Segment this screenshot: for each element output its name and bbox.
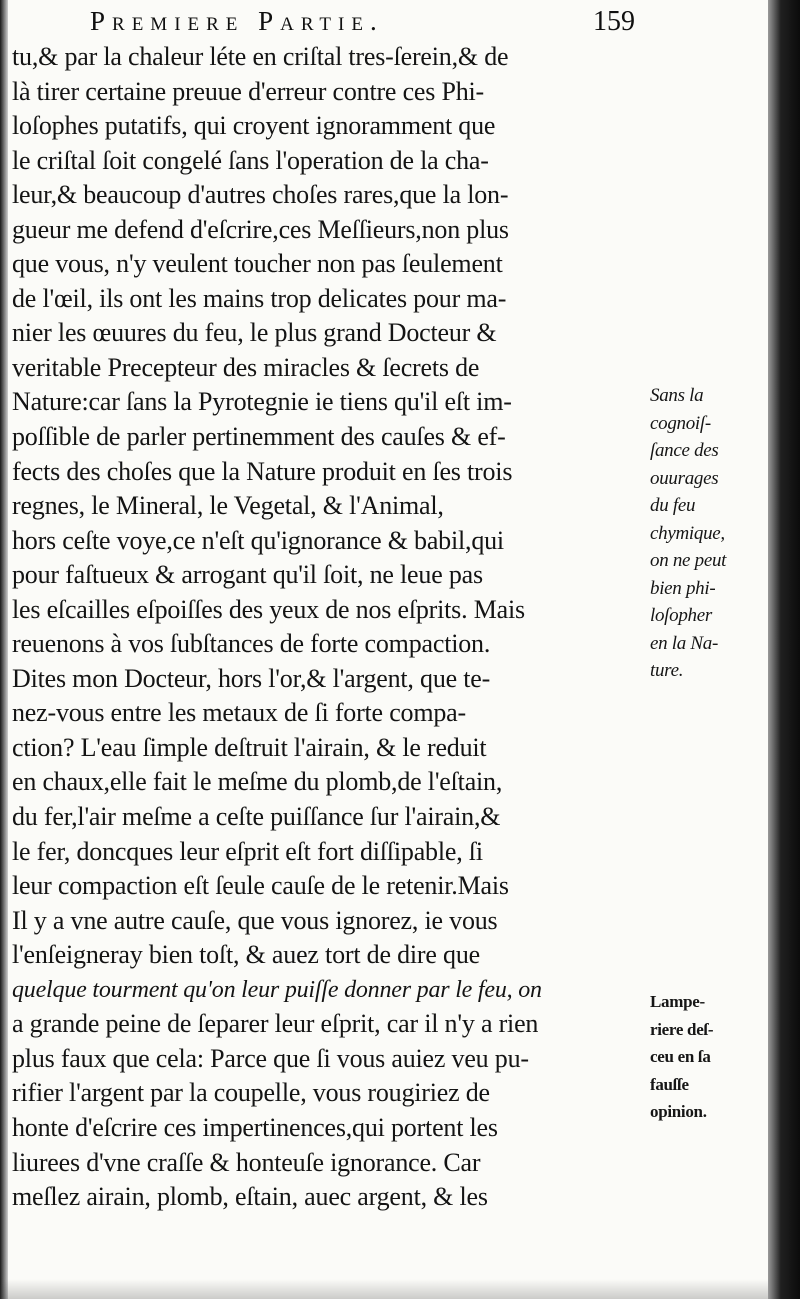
page-bottom-shadow [0,1279,770,1299]
text-line: hors ceſte voye,ce n'eſt qu'ignorance & babil,qui [12,525,504,555]
text-line: nez-vous entre les metaux de ſi forte compa- [12,698,466,728]
text-line: honte d'eſcrire ces impertinences,qui portent les [12,1112,498,1142]
text-line: Il y a vne autre cauſe, que vous ignorez, ie vous [12,905,498,935]
margin-note-line: du feu [650,495,696,516]
page-edge-shadow [768,0,800,1299]
text-line: en chaux,elle fait le meſme du plomb,de l'eſtain, [12,767,503,797]
margin-note-line: fauſſe [650,1074,689,1094]
text-line: meſlez airain, plomb, eſtain, auec argent, & les [12,1182,488,1212]
margin-note-lamperiere [650,988,762,1126]
margin-note-line: loſopher [650,605,712,626]
text-line: leur,& beaucoup d'autres choſes rares,que la lon- [12,180,509,210]
text-line: l'enſeigneray bien toſt, & auez tort de dire que [12,940,480,970]
text-line: a grande peine de ſeparer leur eſprit, car il n'y a rien [12,1009,539,1039]
quoted-text-line: quelque tourment qu'on leur puiſſe donner par le feu, on [12,976,542,1003]
text-line: tu,& par la chaleur léte en criſtal tres-ſerein,& de [12,42,509,71]
running-head: Premiere Partie. [90,6,384,36]
text-line: Nature:car ſans la Pyrotegnie ie tiens qu'il eſt im- [12,387,512,417]
text-line: du fer,l'air meſme a ceſte puiſſance ſur l'airain,& [12,802,501,832]
text-line: là tirer certaine preuue d'erreur contre ces Phi- [12,76,485,106]
text-line: regnes, le Mineral, le Vegetal, & l'Animal, [12,491,444,521]
margin-note-line: Lampe- [650,992,705,1011]
binding-gutter [0,0,8,1299]
text-line: rifier l'argent par la coupelle, vous rougiriez de [12,1078,490,1108]
text-line: le criſtal ſoit congelé ſans l'operation de la cha- [12,145,489,175]
text-line: nier les œuures du feu, le plus grand Docteur & [12,318,497,348]
text-line: fects des choſes que la Nature produit en ſes trois [12,456,513,486]
margin-note-line: Sans la [650,385,704,406]
page-number: 159 [593,6,635,37]
text-line: que vous, n'y veulent toucher non pas ſeulement [12,249,503,279]
text-line: reuenons à vos ſubſtances de forte compaction. [12,629,491,659]
margin-note-line: en la Na- [650,632,719,654]
margin-note-line: chymique, [650,522,725,544]
margin-note-line: cognoiſ- [650,412,711,434]
text-line: gueur me defend d'eſcrire,ces Meſſieurs,non plus [12,214,509,244]
text-line: leur compaction eſt ſeule cauſe de le retenir.Mais [12,871,509,901]
text-line: poſſible de parler pertinemment des cauſes & ef- [12,422,506,452]
text-line: ction? L'eau ſimple deſtruit l'airain, & le reduit [12,732,487,762]
margin-note-line: riere deſ- [650,1019,714,1039]
text-line: loſophes putatifs, qui croyent ignoramment que [12,111,496,141]
text-line: les eſcailles eſpoiſſes des yeux de nos eſprits. Mais [12,594,525,624]
text-line: pour faſtueux & arrogant qu'il ſoit, ne leue pas [12,560,483,590]
margin-note-line: ceu en ſa [650,1047,711,1066]
main-text-block [12,40,642,1215]
margin-note-line: bien phi- [650,577,716,599]
margin-note-line: ſance des [650,440,719,461]
page-header [90,6,635,40]
margin-note-line: opinion. [650,1102,707,1121]
margin-note-pyrotechnie [650,382,762,685]
text-line: le fer, doncques leur eſprit eſt fort diſſipable, ſi [12,836,483,866]
text-line: liurees d'vne craſſe & honteuſe ignorance. Car [12,1147,481,1177]
text-line: Dites mon Docteur, hors l'or,& l'argent, que te- [12,663,491,693]
text-line: veritable Precepteur des miracles & ſecrets de [12,352,480,382]
text-line: plus faux que cela: Parce que ſi vous auiez veu pu- [12,1043,529,1073]
margin-note-line: ture. [650,660,684,681]
margin-note-line: on ne peut [650,550,727,571]
margin-note-line: ouurages [650,467,719,489]
text-line: de l'œil, ils ont les mains trop delicates pour ma- [12,283,507,313]
